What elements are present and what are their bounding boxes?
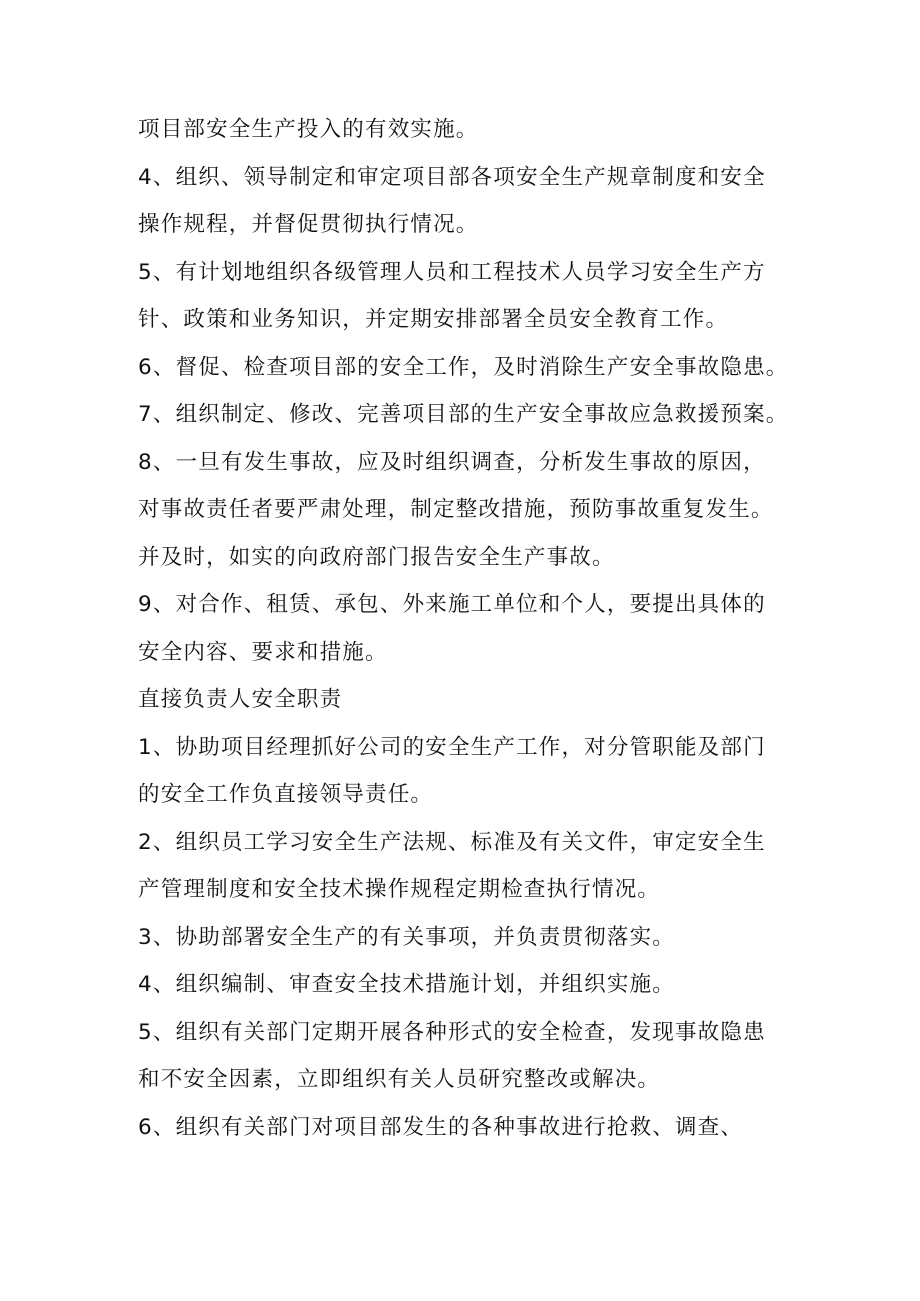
text-line: 5、有计划地组织各级管理人员和工程技术人员学习安全生产方 bbox=[138, 259, 766, 285]
text-line: 7、组织制定、修改、完善项目部的生产安全事故应急救援预案。 bbox=[138, 402, 789, 427]
section-heading: 直接负责人安全职责 bbox=[138, 687, 343, 712]
document-body bbox=[138, 106, 818, 1151]
text-line: 项目部安全生产投入的有效实施。 bbox=[138, 117, 479, 142]
text-line: 4、组织编制、审查安全技术措施计划，并组织实施。 bbox=[138, 972, 675, 997]
text-line: 安全内容、要求和措施。 bbox=[138, 639, 388, 665]
text-line: 2、组织员工学习安全生产法规、标准及有关文件，审定安全生 bbox=[138, 829, 766, 855]
text-line: 产管理制度和安全技术操作规程定期检查执行情况。 bbox=[138, 877, 661, 902]
text-line: 6、督促、检查项目部的安全工作，及时消除生产安全事故隐患。 bbox=[138, 354, 789, 380]
text-line: 对事故责任者要严肃处理，制定整改措施，预防事故重复发生。 bbox=[138, 497, 774, 522]
text-line: 6、组织有关部门对项目部发生的各种事故进行抢救、调查、 bbox=[138, 1114, 744, 1140]
text-line: 4、组织、领导制定和审定项目部各项安全生产规章制度和安全 bbox=[138, 164, 766, 190]
text-line: 的安全工作负直接领导责任。 bbox=[138, 782, 434, 807]
text-line: 9、对合作、租赁、承包、外来施工单位和个人，要提出具体的 bbox=[138, 592, 766, 617]
text-line: 并及时，如实的向政府部门报告安全生产事故。 bbox=[138, 544, 615, 570]
text-line: 针、政策和业务知识，并定期安排部署全员安全教育工作。 bbox=[138, 307, 729, 332]
text-line: 1、协助项目经理抓好公司的安全生产工作，对分管职能及部门 bbox=[138, 734, 766, 760]
text-line: 3、协助部署安全生产的有关事项，并负责贯彻落实。 bbox=[138, 924, 675, 950]
text-line: 8、一旦有发生事故，应及时组织调查，分析发生事故的原因， bbox=[138, 449, 766, 475]
text-line: 5、组织有关部门定期开展各种形式的安全检查，发现事故隐患 bbox=[138, 1019, 766, 1045]
text-line: 操作规程，并督促贯彻执行情况。 bbox=[138, 212, 479, 237]
text-line: 和不安全因素，立即组织有关人员研究整改或解决。 bbox=[138, 1067, 661, 1092]
